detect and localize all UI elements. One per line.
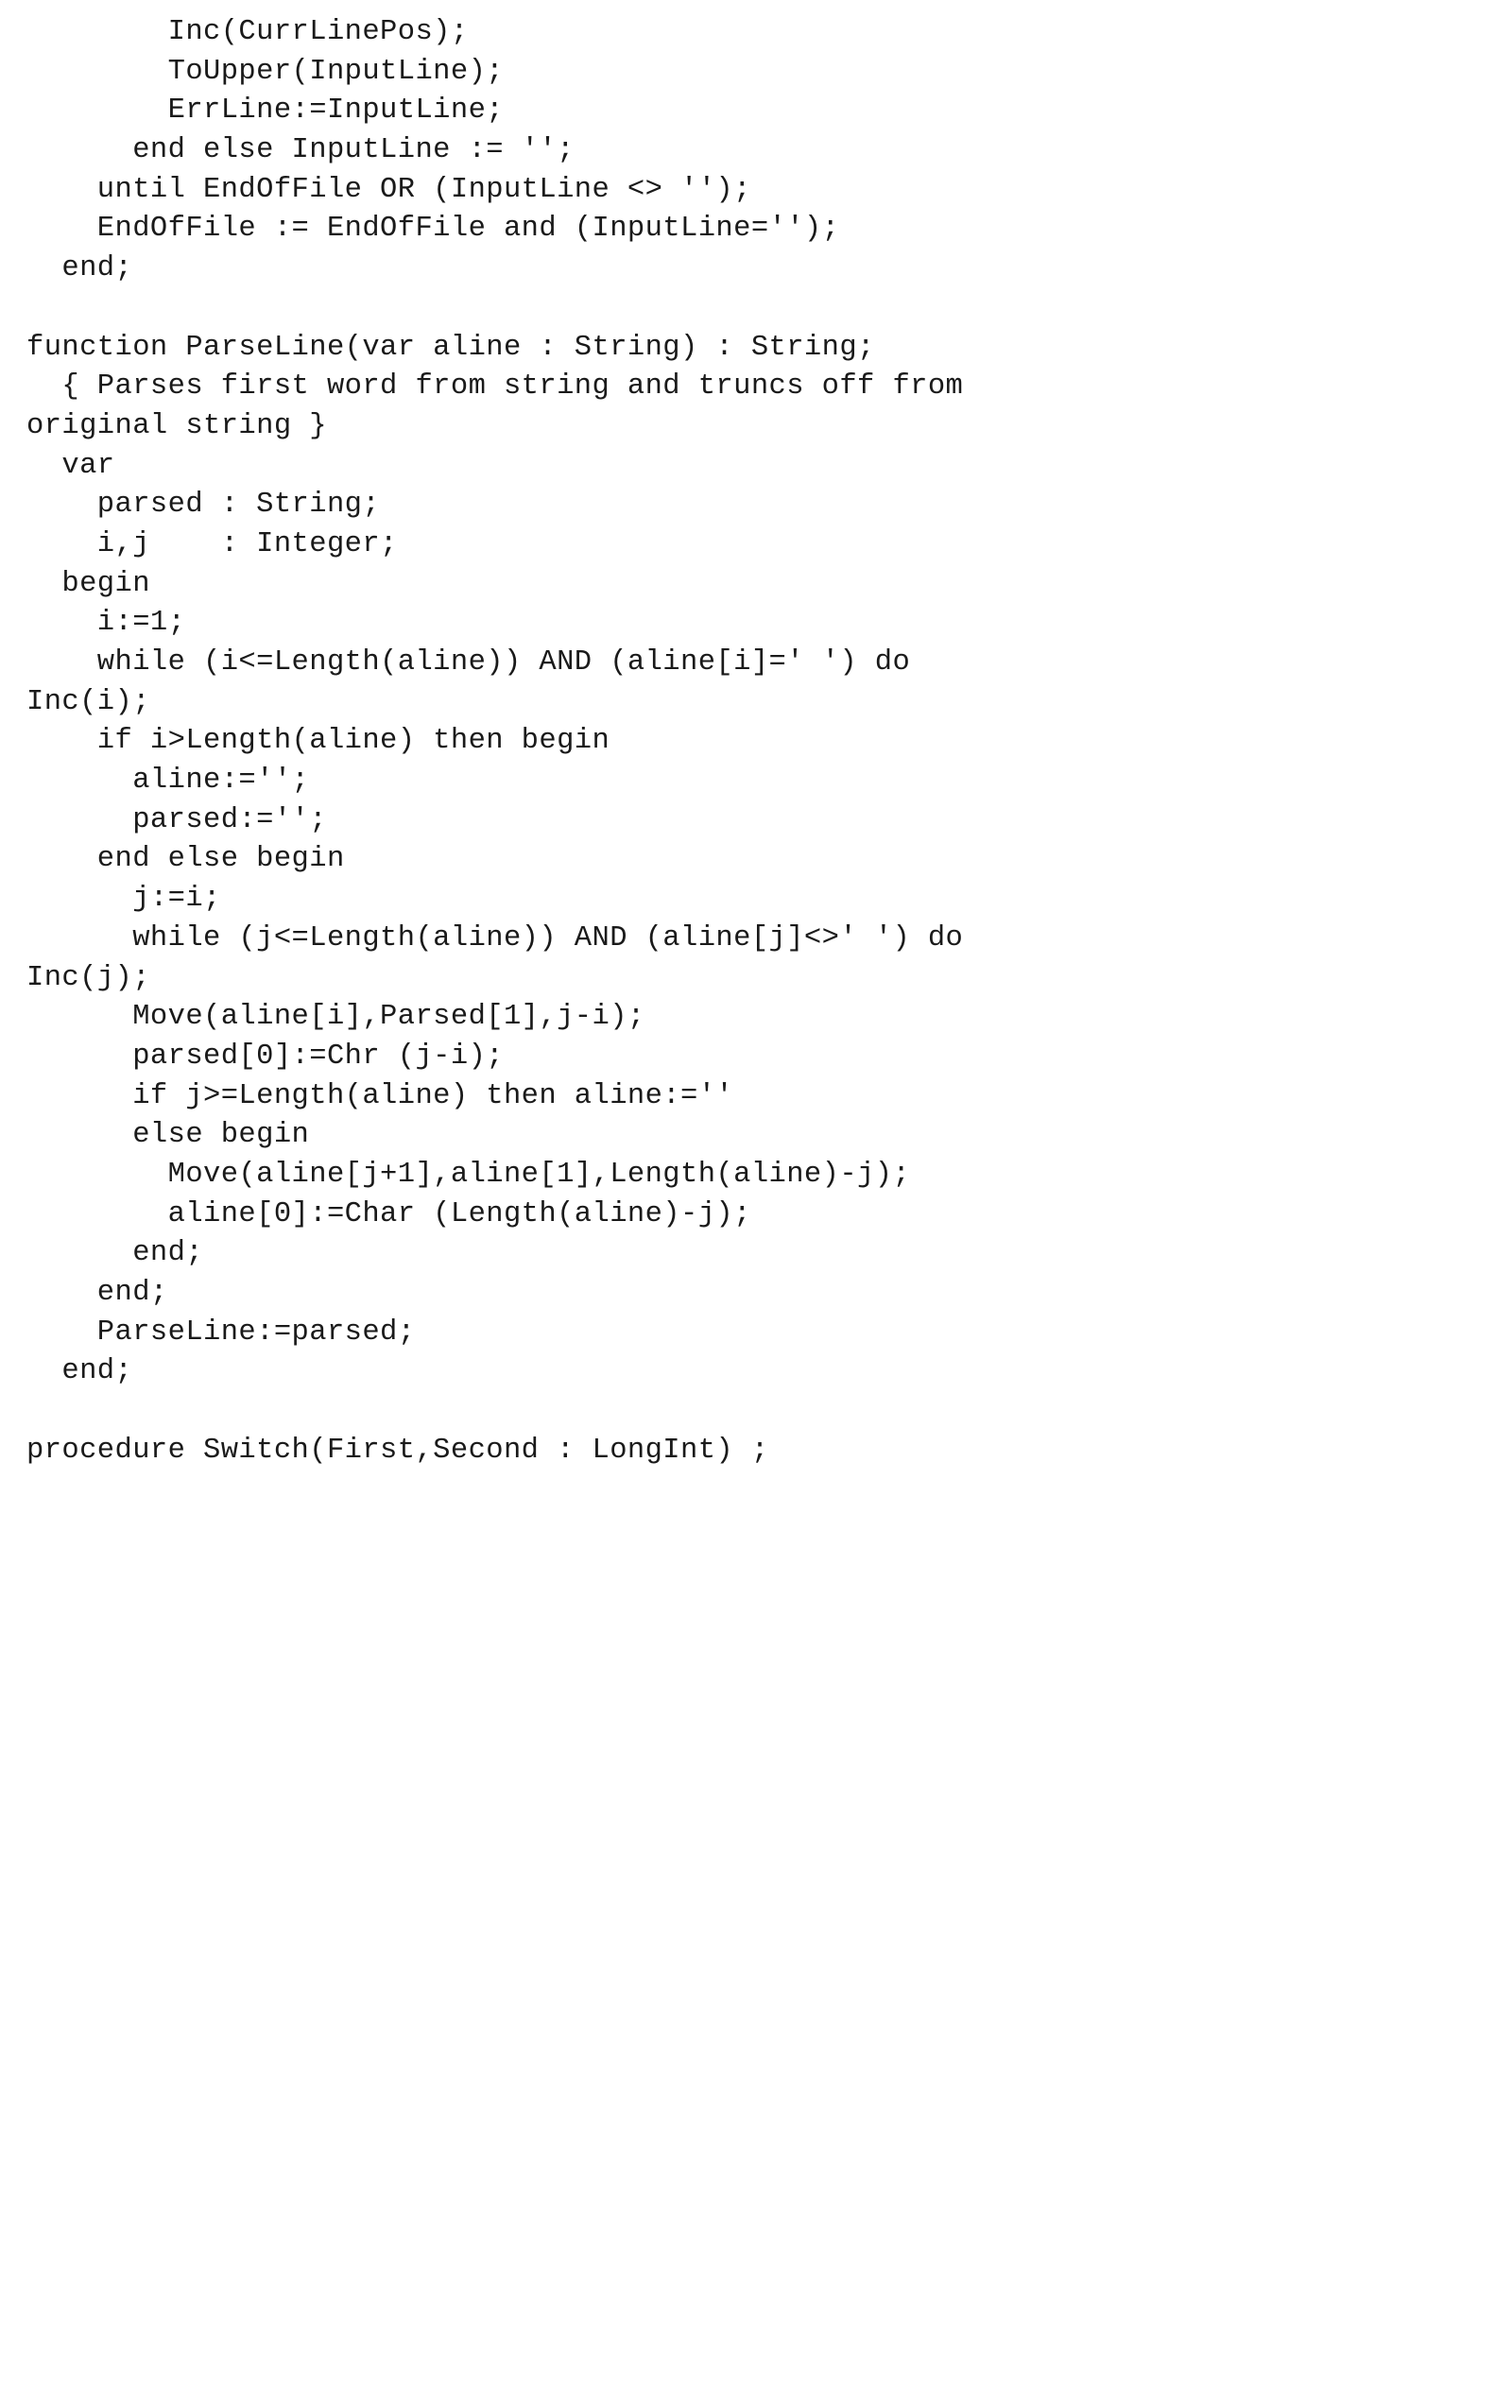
code-line: parsed[0]:=Chr (j-i); xyxy=(26,1040,504,1073)
code-line: end; xyxy=(26,1355,133,1388)
code-line: end; xyxy=(26,1277,168,1309)
code-line: Move(aline[i],Parsed[1],j-i); xyxy=(26,1001,645,1034)
code-line: if i>Length(aline) then begin xyxy=(26,725,610,758)
code-line: function ParseLine(var aline : String) : String; xyxy=(26,331,875,364)
code-line: begin xyxy=(26,567,150,600)
code-line: j:=i; xyxy=(26,883,221,916)
code-line: i:=1; xyxy=(26,607,186,640)
code-line: Inc(i); xyxy=(26,685,150,718)
code-line xyxy=(0,289,1512,329)
code-line: aline:=''; xyxy=(26,765,310,798)
code-line: EndOfFile := EndOfFile and (InputLine=''); xyxy=(26,213,840,246)
code-line: end else InputLine := ''; xyxy=(26,134,575,167)
code-line: ToUpper(InputLine); xyxy=(26,55,504,88)
code-line: ParseLine:=parsed; xyxy=(26,1316,416,1349)
code-line: while (j<=Length(aline)) AND (aline[j]<>' ') do xyxy=(26,921,964,955)
code-line: original string } xyxy=(26,409,327,442)
code-line: procedure Switch(First,Second : LongInt) ; xyxy=(26,1434,769,1467)
code-line: Inc(CurrLinePos); xyxy=(26,16,469,48)
code-line: Inc(j); xyxy=(26,961,150,994)
code-line: aline[0]:=Char (Length(aline)-j); xyxy=(26,1197,751,1230)
code-line: Move(aline[j+1],aline[1],Length(aline)-j); xyxy=(26,1158,911,1191)
code-line: else begin xyxy=(26,1119,310,1152)
code-line: parsed : String; xyxy=(26,489,381,522)
code-line: end; xyxy=(26,252,133,285)
code-line: ErrLine:=InputLine; xyxy=(26,95,504,128)
code-line: end else begin xyxy=(26,843,345,876)
code-line: i,j : Integer; xyxy=(26,527,398,560)
code-line: { Parses first word from string and truncs off from xyxy=(26,370,964,404)
code-line: until EndOfFile OR (InputLine <> ''); xyxy=(26,173,751,206)
code-line: end; xyxy=(26,1237,204,1270)
code-line: var xyxy=(26,449,115,482)
code-line: parsed:=''; xyxy=(26,803,327,836)
code-line: while (i<=Length(aline)) AND (aline[i]=' ') do xyxy=(26,646,911,679)
code-line xyxy=(0,1392,1512,1432)
code-line: if j>=Length(aline) then aline:='' xyxy=(26,1079,734,1112)
